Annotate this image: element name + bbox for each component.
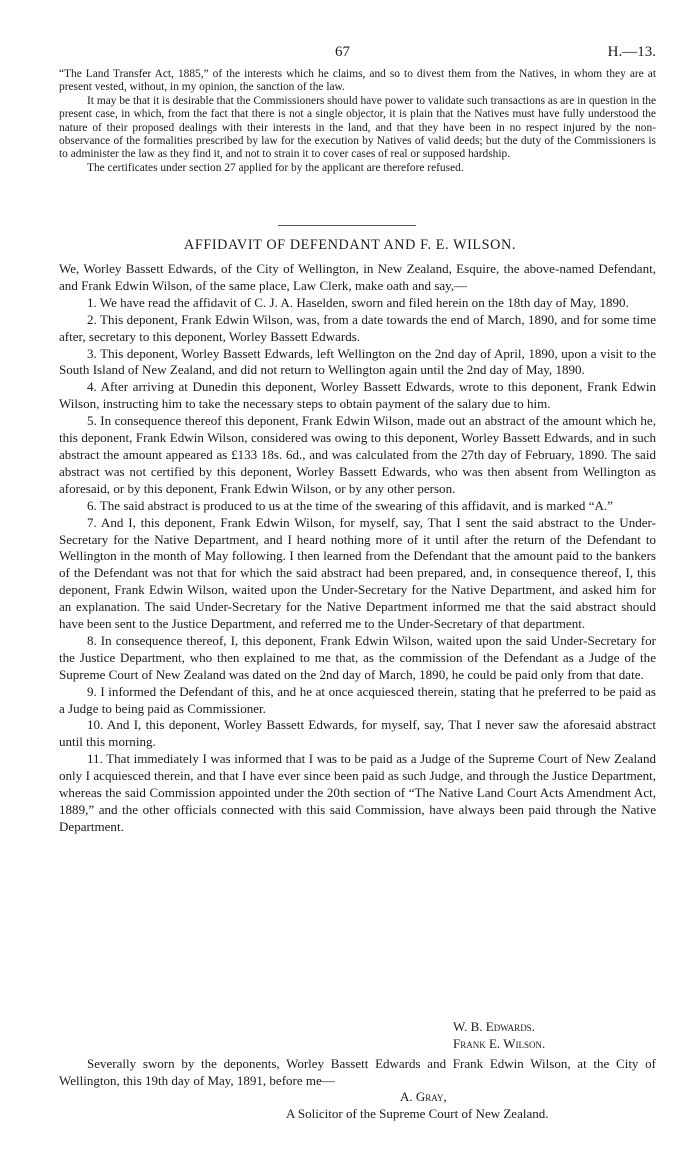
affidavit-paragraph: 1. We have read the affidavit of C. J. A. Haselden, sworn and filed herein on the 18th day of May, 1890.: [87, 294, 629, 310]
page-header: [0, 44, 700, 66]
affidavit-paragraph: 11. That immediately I was informed that I was to be paid as a Judge of the Supreme Court of New Zealand only I acquiesced therein, and that I have ever since been paid as such Judge, and through the Justice Department, whereas the said Commission appointed under the 20th section of “The Native Land Court Acts Amendment Act, 1889,” and the other officials connected with this said Commission, have always been paid through the Native Department.: [59, 751, 656, 834]
page-number: 67: [335, 44, 350, 60]
affidavit-paragraph: 6. The said abstract is produced to us at the time of the swearing of this affidavit, and is marked “A.”: [87, 497, 613, 513]
judgment-paragraph: “The Land Transfer Act, 1885,” of the interests which he claims, and so to divest them from the Natives, in whom they are at present vested, without, in my opinion, the sanction of the law.: [59, 68, 656, 94]
affidavit-paragraph: 2. This deponent, Frank Edwin Wilson, was, from a date towards the end of March, 1890, and for some time after, secretary to this deponent, Worley Bassett Edwards.: [59, 311, 656, 344]
affidavit-paragraph: 4. After arriving at Dunedin this deponent, Worley Bassett Edwards, wrote to this deponent, Frank Edwin Wilson, instructing him to take the necessary steps to obtain payment of the salary due to him.: [59, 379, 656, 412]
affidavit-paragraph: 5. In consequence thereof this deponent, Frank Edwin Wilson, made out an abstract of the amount which he, this deponent, Frank Edwin Wilson, considered was owing to this deponent, Worley Bassett Edwards, and in such abstract the amount appeared as £133 18s. 6d., and was calculated from the 27th day of February, 1890. The said abstract was not certified by this deponent, Worley Bassett Edwards, who was then absent from Wellington as aforesaid, or by this deponent, Frank Edwin Wilson, or by any other person.: [59, 413, 656, 496]
affidavit-intro: We, Worley Bassett Edwards, of the City of Wellington, in New Zealand, Esquire, the above-named Defendant, and Frank Edwin Wilson, of the same place, Law Clerk, make oath and say,—: [59, 261, 656, 293]
judgment-paragraph: The certificates under section 27 applied for by the applicant are therefore refused.: [87, 161, 464, 174]
affidavit-paragraph: 8. In consequence thereof, I, this deponent, Frank Edwin Wilson, waited upon the said Under-Secretary for the Justice Department, who then explained to me that, as the commission of the Defendant as a Judge of the Supreme Court of New Zealand was dated on the 2nd day of March, 1890, he could be paid only from that date.: [59, 632, 656, 682]
document-reference: H.—13.: [607, 44, 656, 60]
affidavit-paragraph: 9. I informed the Defendant of this, and he at once acquiesced therein, stating that he preferred to be paid as a Judge to being paid as Commissioner.: [59, 683, 656, 716]
affidavit-paragraph: 7. And I, this deponent, Frank Edwin Wilson, for myself, say, That I sent the said abstract to the Under-Secretary for the Native Department, and I heard nothing more of it until after the return of the Defendant to Wellington in the month of May following. I then learned from the Defendant that the amount paid to the bankers of the Defendant was not that for which the said abstract had been prepared, and, in consequence thereof, I, this deponent, Frank Edwin Wilson, waited upon the Under-Secretary for the Native Department, and asked him for an explanation. The said Under-Secretary for the Native Department informed me that the said abstract should have been sent to the Justice Department, and referred me to the Under-Secretary of that department.: [59, 514, 656, 632]
signature-edwards: W. B. Edwards.: [453, 1019, 535, 1034]
signature-wilson: Frank E. Wilson.: [453, 1036, 546, 1051]
affidavit-paragraph: 3. This deponent, Worley Bassett Edwards, left Wellington on the 2nd day of April, 1890, upon a visit to the South Island of New Zealand, and did not return to Wellington again until the 2nd day of May, 1890.: [59, 345, 656, 378]
commissioner-name: A. Gray,: [400, 1089, 447, 1104]
jurat: Severally sworn by the deponents, Worley Bassett Edwards and Frank Edwin Wilson, at the City of Wellington, this 19th day of May, 1891, before me—: [59, 1056, 656, 1088]
commissioner-title: A Solicitor of the Supreme Court of New Zealand.: [286, 1106, 549, 1121]
affidavit-title: AFFIDAVIT OF DEFENDANT AND F. E. WILSON.: [184, 237, 516, 253]
judgment-text: [59, 68, 656, 175]
judgment-paragraph: It may be that it is desirable that the Commissioners should have power to validate such transactions as are in question in the present case, in which, from the fact that there is not a single objector, it is plain that the Natives must have fully understood the nature of their proposed dealings with their interests in the land, and that they have been in no respect injured by the non-observance of the formalities prescribed by law for the execution by Natives of valid deeds; but the duty of the Commissioners is to administer the law as they find it, and not to strain it to cover cases of real or supposed hardship.: [59, 94, 656, 161]
affidavit-paragraph: 10. And I, this deponent, Worley Bassett Edwards, for myself, say, That I never saw the aforesaid abstract until this morning.: [59, 717, 656, 750]
section-divider: [278, 225, 416, 226]
affidavit-body: [59, 261, 656, 836]
